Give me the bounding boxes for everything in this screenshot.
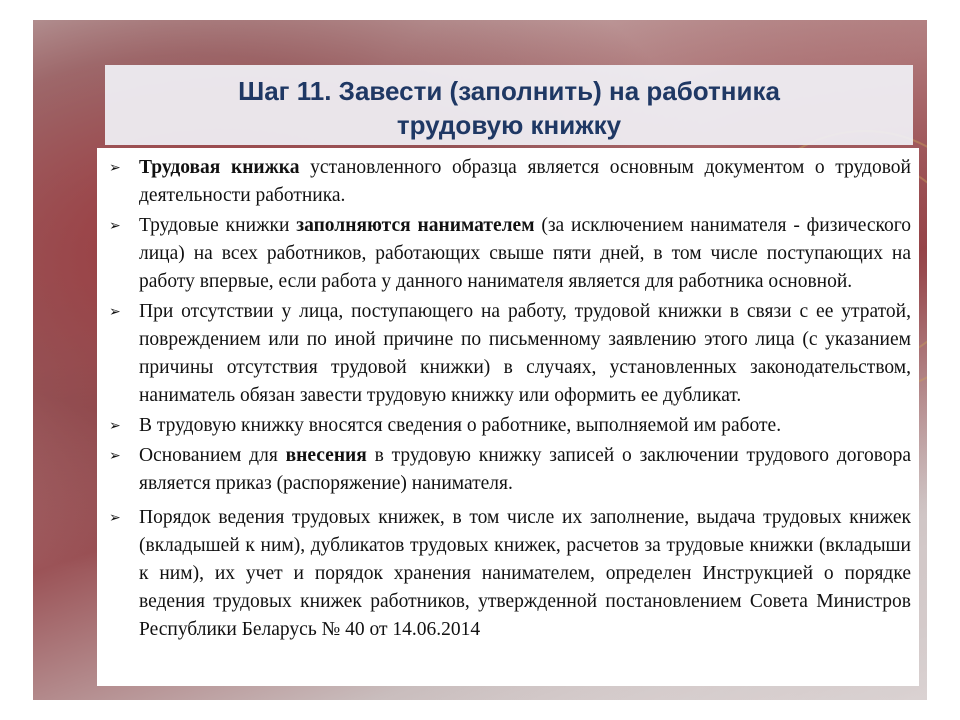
bullet-text-part: установленного образца является основным документом о трудовой деятельности работника.	[139, 157, 911, 206]
bullet-text-part: Трудовые книжки	[139, 215, 297, 236]
arrow-bullet-icon: ➢	[109, 218, 121, 234]
content-box	[97, 148, 919, 686]
slide	[33, 20, 927, 700]
bullet-text	[139, 154, 911, 210]
slide-title-line-1: Шаг 11. Завести (заполнить) на работника	[238, 76, 780, 106]
bullet-item	[103, 154, 911, 210]
arrow-bullet-icon: ➢	[109, 418, 121, 434]
bullet-text-part: в трудовую книжку записей о заключении трудового договора является приказ (распоряжение) нанимателя.	[139, 445, 912, 494]
bullet-item	[103, 412, 911, 440]
bullet-text	[139, 504, 911, 644]
bullet-text	[139, 298, 911, 410]
arrow-bullet-icon: ➢	[109, 304, 121, 320]
bullet-text-part: Основанием для	[139, 445, 286, 466]
bullet-item	[103, 298, 911, 410]
bullet-text-part: В трудовую книжку вносятся сведения о работнике, выполняемой им работе.	[139, 415, 782, 436]
arrow-bullet-icon: ➢	[109, 160, 121, 176]
arrow-bullet-icon: ➢	[109, 510, 121, 526]
bullet-text	[139, 212, 911, 296]
bullet-text-part: (за исключением нанимателя - физического лица) на всех работников, работающих свыше пяти дней, в том числе поступающих на работу впервые, если работа у данного нанимателя является для работника основной.	[139, 215, 911, 292]
bullet-text-part: При отсутствии у лица, поступающего на работу, трудовой книжки в связи с ее утратой, повреждением или по иной причине по письменному заявлению этого лица (с указанием причины отсутствия трудовой книжки) в случаях, установленных законодательством, наниматель обязан завести трудовую книжку или оформить ее дубликат.	[139, 301, 911, 406]
bullet-item	[103, 442, 911, 498]
bullet-text	[139, 412, 911, 440]
bullet-item	[103, 504, 911, 644]
title-box	[105, 65, 913, 145]
bullet-text-bold: внесения	[285, 445, 367, 466]
bullet-text-bold: заполняются нанимателем	[296, 215, 535, 236]
bullet-item	[103, 212, 911, 296]
bullet-list	[97, 148, 919, 644]
bullet-text	[139, 442, 911, 498]
bullet-text-part: Порядок ведения трудовых книжек, в том числе их заполнение, выдача трудовых книжек (вкладышей к ним), дубликатов трудовых книжек, расчетов за трудовые книжки (вкладыши к ним), их учет и порядок хранения нанимателем, определен Инструкцией о порядке ведения трудовых книжек работников, утвержденной постановлением Совета Министров Республики Беларусь № 40 от 14.06.2014	[139, 507, 911, 640]
bullet-text-bold: Трудовая книжка	[139, 157, 300, 178]
arrow-bullet-icon: ➢	[109, 448, 121, 464]
slide-title-line-2: трудовую книжку	[396, 110, 622, 140]
